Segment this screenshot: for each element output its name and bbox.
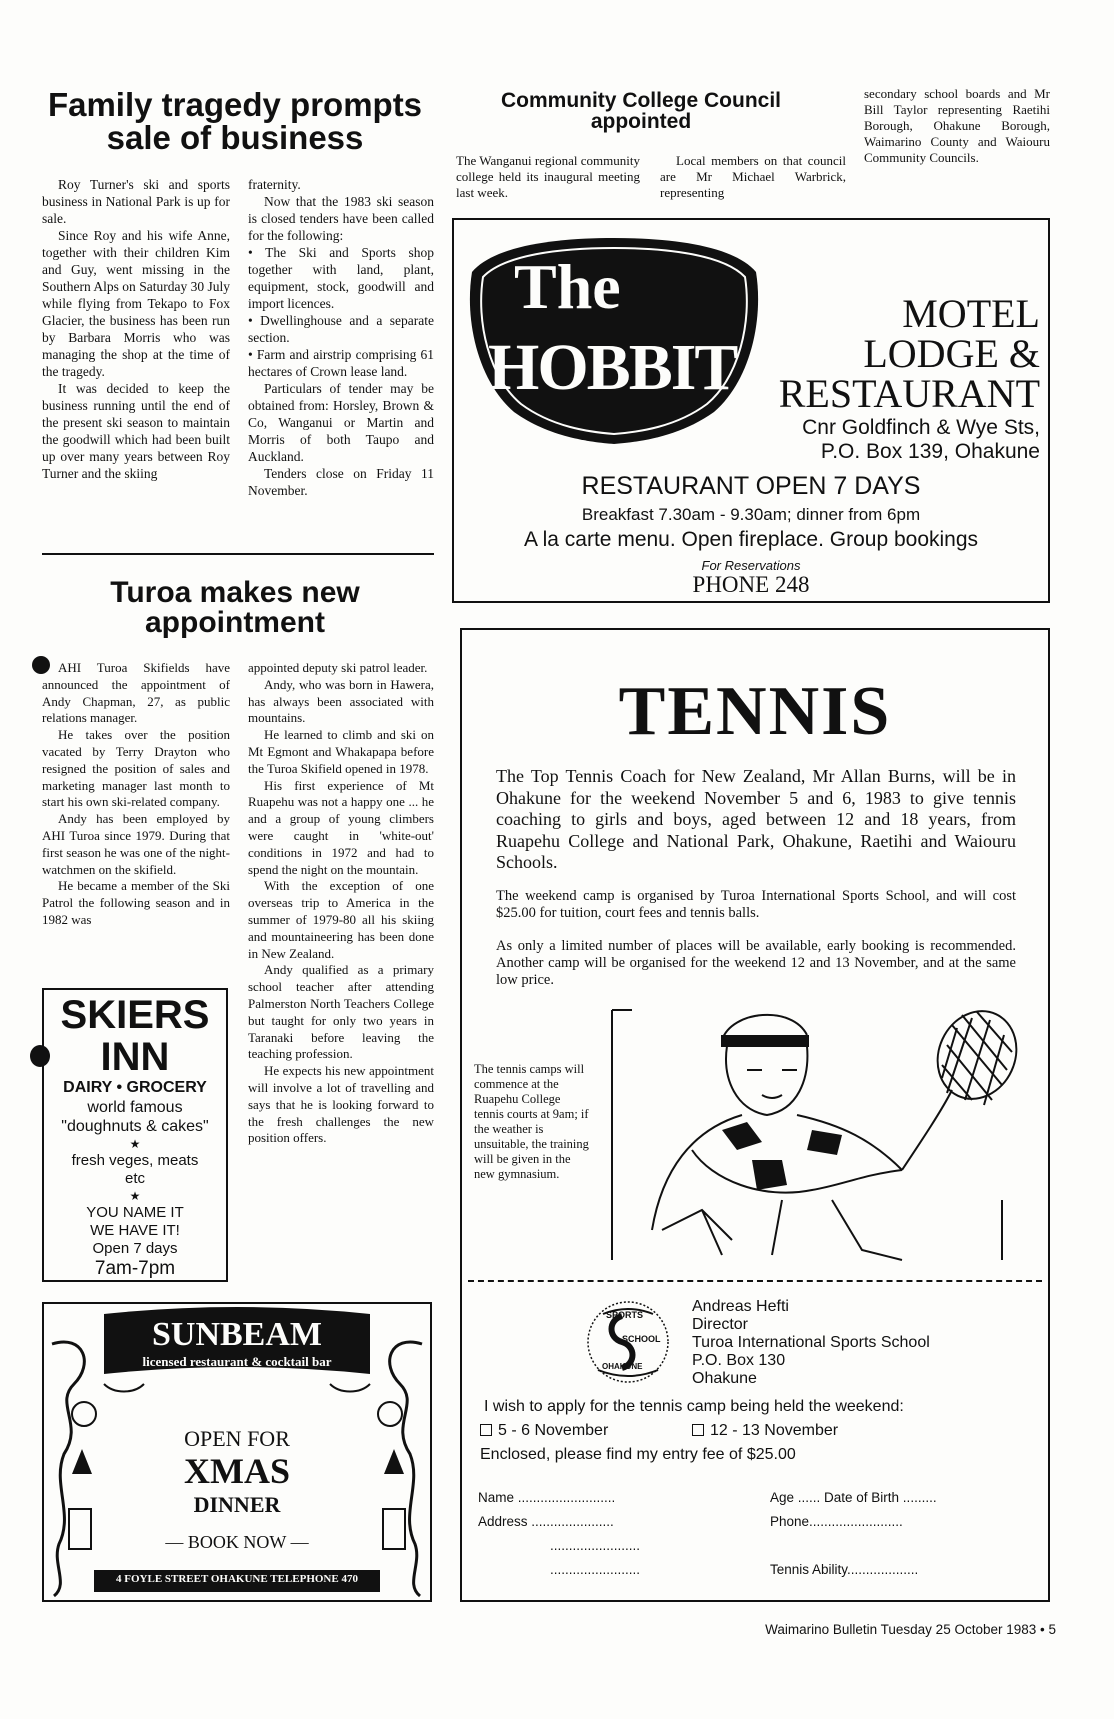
headline-line: appointed xyxy=(590,110,692,133)
hobbit-phone: PHONE 248 xyxy=(692,572,810,597)
skiers-title: INN xyxy=(100,1035,170,1079)
sunbeam-address: 4 FOYLE STREET OHAKUNE TELEPHONE 470 xyxy=(116,1573,358,1585)
tennis-ad xyxy=(460,628,1050,1602)
option-12-13-november[interactable] xyxy=(692,1422,838,1440)
hobbit-logo-text: The xyxy=(514,251,621,322)
contact-line: Andreas Hefti xyxy=(692,1298,789,1315)
paragraph: Particulars of tender may be obtained from: Horsley, Brown & Co, Wanganui or Martin and Morris of both Taupo and Auckland. xyxy=(248,381,434,464)
paragraph: Andy qualified as a primary school teacher after attending Palmerston North Teachers College but taught for only two years in Taranaki before leaving the teaching profession. xyxy=(248,962,434,1062)
bullet-item: • Dwellinghouse and a separate section. xyxy=(248,313,434,345)
headline-line: sale of business xyxy=(106,119,364,156)
sunbeam-title: SUNBEAM xyxy=(151,1316,323,1353)
headline-line: Family tragedy prompts xyxy=(47,86,423,123)
sunbeam-dinner: DINNER xyxy=(193,1492,281,1517)
paragraph: He became a member of the Ski Patrol the following season and in 1982 was xyxy=(42,878,230,927)
article-turoa-col-1 xyxy=(42,660,230,929)
headline-line: appointment xyxy=(145,606,325,639)
paragraph: The Wanganui regional community college held its inaugural meeting last week. xyxy=(456,153,640,200)
paragraph: He takes over the position vacated by Terry Drayton who resigned the position of sales and marketing manager last month to start his own ski-related company. xyxy=(42,727,230,810)
bullet-item: • The Ski and Sports shop together with land, plant, equipment, stock, goodwill and import licences. xyxy=(248,245,434,311)
paragraph: He learned to climb and ski on Mt Egmont and Whakapapa before the Turoa Skifield opened in 1978. xyxy=(248,727,434,776)
enclosed-text: Enclosed, please find my entry fee of $25.00 xyxy=(480,1446,796,1463)
paragraph: Since Roy and his wife Anne, together with their children Kim and Guy, went missing in the Southern Alps on Saturday 30 July while flying from Tekapo to Fox Glacier, the business has been run by Barbara Morris who was managing the shop at the time of the tragedy. xyxy=(42,228,230,379)
hobbit-logo-text: HOBBIT xyxy=(488,331,737,404)
age-dob-field[interactable]: Age ...... Date of Birth ......... xyxy=(770,1490,937,1505)
paragraph: Tenders close on Friday 11 November. xyxy=(248,466,434,498)
paragraph: secondary school boards and Mr Bill Taylor representing Raetihi Borough, Ohakune Borough, Waimarino County and Waiouru Community Councils. xyxy=(864,86,1050,165)
skiers-subtitle: DAIRY • GROCERY xyxy=(63,1079,207,1096)
bullet-dot-icon xyxy=(30,1045,50,1067)
divider xyxy=(42,553,434,555)
article-college-col-3 xyxy=(864,86,1050,166)
cut-line xyxy=(468,1280,1042,1282)
option-5-6-november[interactable] xyxy=(480,1422,608,1440)
skiers-line: Open 7 days xyxy=(92,1240,178,1257)
hobbit-reservations: For Reservations xyxy=(701,558,801,573)
hobbit-features: A la carte menu. Open fireplace. Group bookings xyxy=(523,528,979,551)
paragraph: It was decided to keep the business running until the end of the present ski season to maintain the goodwill which had been built up over many years between Roy Turner and the skiing xyxy=(42,381,230,481)
address-field-line[interactable]: ........................ xyxy=(550,1538,641,1553)
contact-line: Director xyxy=(692,1316,749,1333)
hobbit-title-line: LODGE & xyxy=(863,331,1040,376)
paragraph: appointed deputy ski patrol leader. xyxy=(248,660,428,675)
contact-line: Turoa International Sports School xyxy=(692,1334,930,1351)
paragraph: Andy has been employed by AHI Turoa since 1979. During that first season he was one of the night-watchmen on the skifield. xyxy=(42,811,230,877)
article-college-col-2 xyxy=(660,153,846,201)
hobbit-ad xyxy=(452,218,1050,603)
tennis-side-note: The tennis camps will commence at the Ruapehu College tennis courts at 9am; if the weather is unsuitable, the training will be given in the new gymnasium. xyxy=(474,1062,589,1181)
headline-family-tragedy xyxy=(40,88,430,154)
skiers-line: world famous xyxy=(87,1099,183,1116)
paragraph: With the exception of one overseas trip to America in the summer of 1979-80 all his skiing and mountaineering has been done in New Zealand. xyxy=(248,878,434,961)
headline-turoa xyxy=(40,578,430,638)
tennis-title: TENNIS xyxy=(618,673,892,750)
star-icon: ★ xyxy=(129,1189,141,1203)
tennis-paragraph: The weekend camp is organised by Turoa International Sports School, and will cost $25.00 for tuition, court fees and tennis balls. xyxy=(496,888,1016,921)
skiers-line: fresh veges, meats xyxy=(71,1152,199,1169)
headline-line: Turoa makes new xyxy=(110,576,360,609)
skiers-line: "doughnuts & cakes" xyxy=(61,1118,209,1135)
skiers-title: SKIERS xyxy=(60,993,210,1037)
article-turoa-col-2 xyxy=(248,660,434,1147)
page-footer: Waimarino Bulletin Tuesday 25 October 1983 • 5 xyxy=(765,1622,1056,1637)
apply-text: I wish to apply for the tennis camp being held the weekend: xyxy=(484,1398,904,1415)
hobbit-open: RESTAURANT OPEN 7 DAYS xyxy=(581,472,921,500)
paragraph: Andy, who was born in Hawera, has always been associated with mountains. xyxy=(248,676,434,726)
headline-community-college xyxy=(456,90,826,132)
bullet-item: • Farm and airstrip comprising 61 hectares of Crown lease land. xyxy=(248,347,434,379)
address-field-line[interactable]: ........................ xyxy=(550,1562,641,1577)
hobbit-title-line: RESTAURANT xyxy=(778,371,1040,416)
address-field[interactable]: Address ...................... xyxy=(478,1514,614,1529)
option-label: 5 - 6 November xyxy=(498,1422,609,1439)
logo-word: OHAKUNE xyxy=(602,1362,643,1371)
sunbeam-subtitle: licensed restaurant & cocktail bar xyxy=(142,1354,332,1369)
paragraph: Now that the 1983 ski season is closed tenders have been called for the following: xyxy=(248,194,434,243)
sunbeam-book-now: — BOOK NOW — xyxy=(165,1532,309,1552)
paragraph: Local members on that council are Mr Michael Warbrick, representing xyxy=(660,153,846,200)
tennis-paragraph: As only a limited number of places will be available, early booking is recommended. Another camp will be organised for the weekend 12 and 13 November, and at the same low price. xyxy=(496,938,1016,988)
skiers-inn-ad xyxy=(42,988,228,1282)
skiers-line: 7am-7pm xyxy=(94,1258,176,1279)
hobbit-hours: Breakfast 7.30am - 9.30am; dinner from 6pm xyxy=(581,505,921,524)
skiers-line: YOU NAME IT xyxy=(86,1204,184,1221)
sunbeam-xmas: XMAS xyxy=(184,1451,290,1491)
tennis-paragraph: The Top Tennis Coach for New Zealand, Mr Allan Burns, will be in Ohakune for the weekend November 5 and 6, 1983 to give tennis coaching to girls and boys, aged between 12 and 18 years, from Ruapehu College and National Park, Ohakune, Raetihi and Waiouru Schools. xyxy=(496,766,1016,872)
tennis-contact xyxy=(692,1298,930,1388)
article-family-col-2 xyxy=(248,176,434,499)
paragraph: Roy Turner's ski and sports business in National Park is up for sale. xyxy=(42,177,230,226)
name-field[interactable]: Name .......................... xyxy=(478,1490,616,1505)
contact-line: P.O. Box 130 xyxy=(692,1352,786,1369)
address-line: Cnr Goldfinch & Wye Sts, xyxy=(802,416,1040,439)
skiers-line: etc xyxy=(124,1170,145,1187)
address-line: P.O. Box 139, Ohakune xyxy=(820,440,1040,463)
star-icon: ★ xyxy=(129,1137,141,1151)
hobbit-title xyxy=(778,291,1040,416)
logo-word: SCHOOL xyxy=(622,1334,661,1344)
skiers-line: WE HAVE IT! xyxy=(90,1222,180,1239)
checkbox[interactable] xyxy=(480,1424,492,1436)
tennis-ability-field[interactable]: Tennis Ability................... xyxy=(770,1562,919,1577)
paragraph: He expects his new appointment will involve a lot of travelling and says that he is looking forward to the fresh challenges the new position offers. xyxy=(248,1063,434,1146)
article-family-col-1 xyxy=(42,176,230,482)
paragraph: AHI Turoa Skifields have announced the appointment of Andy Chapman, 27, as public relations manager. xyxy=(42,660,230,726)
checkbox[interactable] xyxy=(692,1424,704,1436)
hobbit-title-line: MOTEL xyxy=(902,291,1040,336)
sunbeam-ad xyxy=(42,1302,432,1602)
sunbeam-open: OPEN FOR xyxy=(184,1426,290,1451)
paragraph: His first experience of Mt Ruapehu was not a happy one ... he and a group of young climbers were caught in 'white-out' conditions in 1972 and had to spend the night on the mountain. xyxy=(248,777,434,877)
logo-word: SPORTS xyxy=(606,1310,644,1320)
headline-line: Community College Council xyxy=(500,89,781,112)
phone-field[interactable]: Phone......................... xyxy=(770,1514,903,1529)
option-label: 12 - 13 November xyxy=(710,1422,839,1439)
article-college-col-1 xyxy=(456,153,640,201)
contact-line: Ohakune xyxy=(692,1370,757,1387)
tennis-player-illustration-icon xyxy=(602,1000,1022,1270)
hobbit-address xyxy=(802,416,1040,464)
paragraph: fraternity. xyxy=(248,177,301,192)
